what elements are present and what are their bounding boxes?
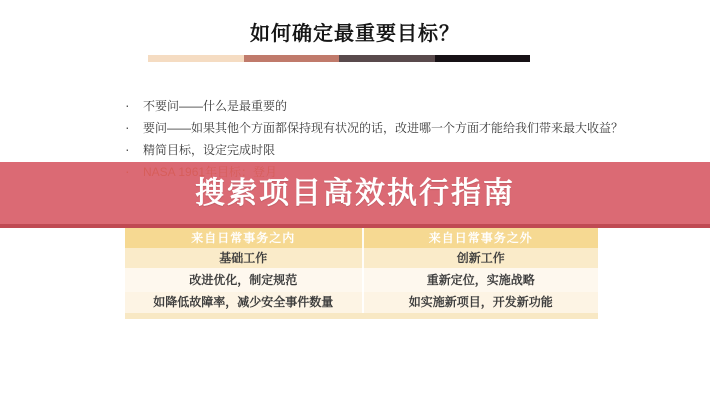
table-row <box>125 268 598 292</box>
table-header-cell-left: 来自日常事务之内 <box>191 231 296 245</box>
overlay-banner-title: 搜索项目高效执行指南 <box>195 176 515 210</box>
table-cell-left: 基础工作 <box>219 251 268 265</box>
gradient-segment-3 <box>339 55 435 62</box>
table-header-row <box>125 228 598 248</box>
table-cell-right: 重新定位，实施战略 <box>362 268 599 292</box>
table-header-cell-right: 来自日常事务之外 <box>362 228 599 248</box>
comparison-table <box>125 228 598 319</box>
bullet-dot: · <box>125 97 130 113</box>
slide-title: 如何确定最重要目标？ <box>250 23 460 45</box>
table-cell-right: 如实施新项目，开发新功能 <box>362 292 599 313</box>
bullet-dot: · <box>125 119 130 135</box>
bullet-text: 不要问——什么是最重要的 <box>143 98 288 113</box>
overlay-banner <box>0 162 710 228</box>
table-row <box>125 292 598 313</box>
table-cell-left: 改进优化，制定规范 <box>189 273 298 287</box>
list-item <box>125 116 645 138</box>
table-row <box>125 248 598 268</box>
gradient-segment-1 <box>148 55 244 62</box>
bullet-text: 精简目标，设定完成时限 <box>143 142 276 157</box>
decorative-gradient-bar <box>148 55 530 62</box>
gradient-segment-2 <box>244 55 340 62</box>
table-cell-left: 如降低故障率，减少安全事件数量 <box>153 295 334 309</box>
table-footer-strip <box>125 313 598 319</box>
bullet-text: 要问——如果其他个方面都保持现有状况的话，改进哪一个方面才能给我们带来最大收益？ <box>143 120 624 135</box>
table-cell-right: 创新工作 <box>362 248 599 268</box>
list-item <box>125 94 645 116</box>
list-item <box>125 138 645 160</box>
bullet-dot: · <box>125 141 130 157</box>
gradient-segment-4 <box>435 55 531 62</box>
